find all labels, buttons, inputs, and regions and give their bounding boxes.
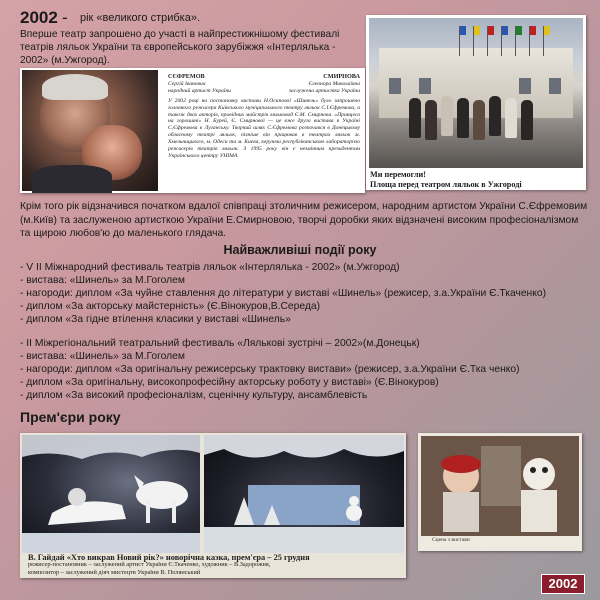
name-efremov: СЄФРЕМОВ xyxy=(168,73,205,80)
premiere-caption-credits: режисер-постановник – заслужений артист України Є.Ткаченко, художник – В.Задорожня, xyxy=(28,561,271,569)
fullname-efremov: Сергій Іванович xyxy=(168,80,206,87)
directors-note-body: У 2002 році на постановку вистави Н.Осипової «Шинель» було запрошено головного режисера Київського муніципального театру ляльок С.І.Єфремова, а також двох акторів, провідних майстрів ляльковод Є.М. Смирнова. «Принцеса на горошині» Н. Бурей, Є. Смирнової — це вже друга вистава в Україні С.Єфремова в Луганську. Творчий шлях С.Єфремова розпочався в Донецькому обласному театрі ляльок, пізніше він працював в театрах ляльок м. Хмельницького, м. Одеси та м. Києва, керуючи республіканською лабораторією режисерів театрів ляльок. З 1995 року він є незмінним президентом Українського центру УНІМА. xyxy=(168,97,360,159)
hair-man xyxy=(42,74,108,100)
events-title: Найважливіші події року xyxy=(223,243,377,257)
portrait-photo xyxy=(22,70,158,191)
photo-puppet-scene xyxy=(418,433,582,551)
year-badge: 2002 xyxy=(541,574,585,594)
square-photo xyxy=(369,18,583,168)
puppet-scene-photo xyxy=(421,436,579,536)
stage-illustration xyxy=(204,435,404,553)
premiere-caption-composer: композитор – заслужений діяч мистецтв України В. Полянський xyxy=(28,568,201,576)
event-line: - диплом «За оригінальну, високопрофесійну акторську роботу у виставі» (Є.Вінокуров) xyxy=(20,377,439,388)
title-smirnova: заслужена артистка України xyxy=(288,87,360,94)
premiere-caption xyxy=(28,554,400,576)
collaboration-paragraph: Крім того рік відзначився початком вдалої співпраці зтоличним режисером, народним артистом України С.Єфремовим (м.Київ) та заслуженою артисткою України Е.Смирновою, творчі доробки яких відзначені високим професіоналізмом та щирою любов'ю до маленького глядача. xyxy=(20,201,588,239)
photo-uzhgorod-square xyxy=(366,15,586,190)
name-smirnova: СМИРНОВА xyxy=(323,73,360,80)
caption-square: Площа перед театром ляльок в Ужгороді xyxy=(370,180,522,189)
shirt xyxy=(32,165,112,193)
photo-directors xyxy=(20,68,365,193)
caption-we-won: Ми перемогли! xyxy=(370,170,426,179)
premieres-title: Прем'єри року xyxy=(20,409,121,425)
year-dash: - xyxy=(62,8,68,27)
puppet-scene-caption: Сцена з вистави xyxy=(432,537,470,543)
puppets-illustration xyxy=(421,436,579,536)
event-line: - нагороди: диплом «За чуйне ставлення до літератури у виставі «Шинель» (режисер, з.а.України Є.Ткаченко) xyxy=(20,288,547,299)
event-line: - вистава: «Шинель» за М.Гоголем xyxy=(20,351,185,362)
fullname-smirnova: Єлеонора Миколаївна xyxy=(308,80,360,87)
premiere-caption-title: В. Гайдай «Хто викрав Новий рік?» новорічна казка, прем'єра – 25 грудня xyxy=(28,553,310,562)
sleigh-illustration xyxy=(22,435,200,553)
event-line: - диплом «За гідне втілення класики у виставі «Шинель» xyxy=(20,314,291,325)
event-line: - V ІІ Міжнародний фестиваль театрів ляльок «Інтерлялька - 2002» (м.Ужгород) xyxy=(20,262,400,273)
event-line: - ІІ Міжрегіональний театральний фестиваль «Ляльковi зустрiчi – 2002»(м.Донецьк) xyxy=(20,338,420,349)
event-line: - диплом «За акторську майстерність» (Є.Вінокуров,В.Середа) xyxy=(20,301,321,312)
square-photo-caption xyxy=(370,170,584,190)
intro-paragraph: Вперше театр запрошено до участі в найпрестижнішому фестивалі театрів ляльок України та європейського зарубіжжя «Інтерлялька - 2002» (м.Ужгород). xyxy=(20,29,340,66)
winter-scene-photo xyxy=(204,435,404,553)
photo-premiere-new-year xyxy=(20,433,406,578)
event-line: - нагороди: диплом «За оригінальну режисерську трактовку вистави» (режисер, з.а.України Є.Тка ченко) xyxy=(20,364,520,375)
page-year: 2002 xyxy=(20,8,58,27)
event-line: - вистава: «Шинель» за М.Гоголем xyxy=(20,275,185,286)
event-line: - диплом «За високий професіоналізм, сценічну культуру, ансамблевість xyxy=(20,390,368,401)
year-subtitle: рік «великого стрибка». xyxy=(80,12,201,24)
sleigh-scene-photo xyxy=(22,435,200,553)
title-efremov: народний артист України xyxy=(168,87,231,94)
directors-note xyxy=(168,74,360,188)
